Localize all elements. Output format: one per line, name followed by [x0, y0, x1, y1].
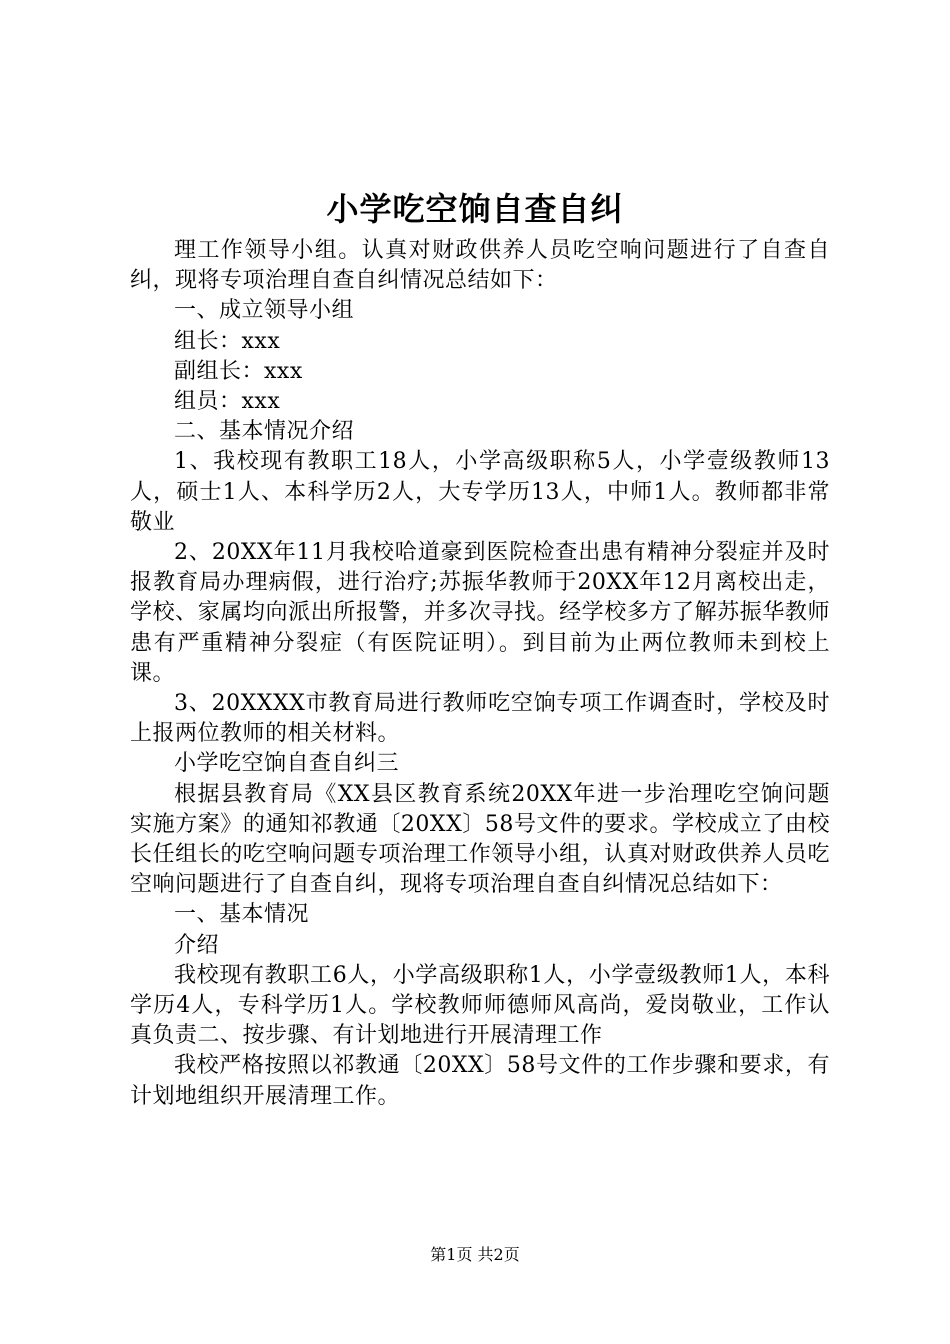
paragraph: 一、成立领导小组 — [174, 298, 355, 324]
page-footer: 第1页 共2页 — [430, 1245, 520, 1264]
paragraph: 组长：xxx — [174, 328, 281, 354]
paragraph: 小学吃空饷自查自纠三 — [174, 751, 400, 777]
paragraph: 我校现有教职工6人，小学高级职称1人，小学壹级教师1人，本科学历4人，专科学历1人。学校教师师德师风高尚，爱岗敬业，工作认真负责二、按步骤、有计划地进行开展清理工作 — [130, 962, 830, 1049]
document-title: 小学吃空饷自查自纠 — [326, 190, 624, 228]
paragraph: 我校严格按照以祁教通〔20XX〕58号文件的工作步骤和要求，有计划地组织开展清理工作。 — [130, 1053, 830, 1109]
document-body — [130, 236, 830, 1112]
paragraph: 组员：xxx — [174, 389, 281, 415]
paragraph: 副组长：xxx — [174, 358, 303, 384]
paragraph: 根据县教育局《XX县区教育系统20XX年进一步治理吃空饷问题实施方案》的通知祁教通〔20XX〕58号文件的要求。学校成立了由校长任组长的吃空响问题专项治理工作领导小组，认真对财政供养人员吃空响问题进行了自查自纠，现将专项治理自查自纠情况总结如下： — [130, 781, 830, 898]
paragraph: 2、20XX年11月我校哈道豪到医院检查出患有精神分裂症并及时报教育局办理病假，进行治疗;苏振华教师于20XX年12月离校出走，学校、家属均向派出所报警，并多次寻找。经学校多方了解苏振华教师患有严重精神分裂症（有医院证明）。到目前为止两位教师未到校上课。 — [130, 540, 830, 686]
paragraph: 理工作领导小组。认真对财政供养人员吃空响问题进行了自查自纠，现将专项治理自查自纠情况总结如下： — [130, 238, 830, 294]
paragraph: 1、我校现有教职工18人，小学高级职称5人，小学壹级教师13人，硕士1人、本科学历2人，大专学历13人，中师1人。教师都非常敬业 — [130, 449, 830, 535]
paragraph: 二、基本情况介绍 — [174, 419, 355, 445]
paragraph: 介绍 — [174, 932, 220, 958]
paragraph: 3、20XXXX市教育局进行教师吃空饷专项工作调查时，学校及时上报两位教师的相关材料。 — [130, 691, 830, 747]
paragraph: 一、基本情况 — [174, 902, 310, 928]
